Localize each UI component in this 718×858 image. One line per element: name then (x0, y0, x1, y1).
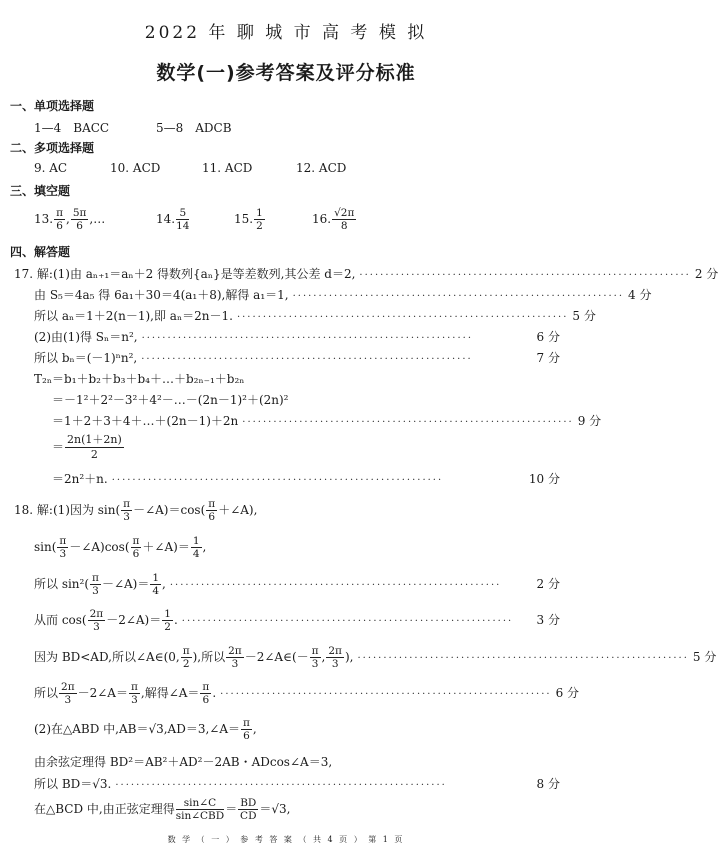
document-title: 数学(一)参考答案及评分标准 (156, 62, 416, 84)
answer-16: 16. $\frac{√2\pi}{8}$ (312, 207, 355, 232)
solution-step: 由 S₅＝4a₅ 得 6a₁＋30＝4(a₁＋8),解得 a₁＝1, ································································ 4 分 (34, 288, 652, 302)
answer-14: 14. $\frac{5}{14}$ (156, 207, 190, 232)
solution-step: (2)在△ABD 中,AB＝√3,AD＝3,∠A＝ $\frac{\pi}{6}$ , (34, 717, 257, 742)
answer-13: 13. $\frac{\pi}{6}$ , $\frac{5\pi}{6}$ ,… (34, 207, 106, 232)
answer: 5—8 ADCB (156, 121, 232, 135)
solution-step: ＝ $\frac{2n(1+2n)}{2}$ (52, 433, 122, 461)
page-footer: 数 学 （ 一 ） 参 考 答 案 （ 共 4 页 ） 第 1 页 (167, 835, 405, 844)
solution-step: sin( $\frac{\pi}{3}$ －∠A)cos( $\frac{\pi}{6}$ ＋∠A)＝ $\frac{1}{4}$ , (34, 535, 207, 560)
solution-step: 所以 aₙ＝1＋2(n－1),即 aₙ＝2n－1. ································································ 5 分 (34, 309, 596, 323)
solution-step: ＝2n²＋n. ································································ 10 分 (52, 472, 560, 486)
solution-step: 所以 bₙ＝(－1)ⁿn², ································································ 7 分 (34, 351, 560, 365)
section-heading: 一、单项选择题 (10, 99, 95, 113)
section-heading: 二、多项选择题 (10, 141, 95, 155)
answer-row (34, 207, 564, 232)
section-heading: 四、解答题 (10, 245, 71, 259)
section-heading: 三、填空题 (10, 184, 71, 198)
solution-step: ＝－1²＋2²－3²＋4²－…－(2n－1)²＋(2n)² (52, 393, 289, 407)
answer-row (34, 161, 564, 175)
answer: 1—4 BACC (34, 121, 110, 135)
solution-step: 18. 解:(1)因为 sin( $\frac{\pi}{3}$ －∠A)＝cos( $\frac{\pi}{6}$ ＋∠A), (14, 498, 258, 523)
solution-step: T₂ₙ＝b₁＋b₂＋b₃＋b₄＋…＋b₂ₙ₋₁＋b₂ₙ (34, 372, 245, 386)
solution-step: 所以 sin²( $\frac{\pi}{3}$ －∠A)＝ $\frac{1}{4}$ , ································································ 2 分 (34, 572, 560, 597)
answer: 12. ACD (296, 161, 347, 175)
solution-step: 所以 $\frac{2\pi}{3}$ －2∠A＝ $\frac{\pi}{3}$ ,解得∠A＝ $\frac{\pi}{6}$ . ································································ 6 分 (34, 681, 580, 706)
solution-step: 由余弦定理得 BD²＝AB²＋AD²－2AB・ADcos∠A＝3, (34, 755, 333, 769)
answer: 9. AC (34, 161, 68, 175)
solution-step: 在△BCD 中,由正弦定理得 $\frac{\sin\angle C}{\text{sin∠CBD}}$ ＝ $\frac{BD}{CD}$ ＝√3, (34, 797, 291, 822)
answer-15: 15. $\frac{1}{2}$ (234, 207, 263, 232)
solution-step: 17. 解:(1)由 aₙ₊₁＝aₙ＋2 得数列{aₙ}是等差数列,其公差 d＝2, ································································ 2 分 (14, 267, 718, 281)
solution-step: 所以 BD＝√3. ································································ 8 分 (34, 777, 560, 791)
exam-title: 2022 年 聊 城 市 高 考 模 拟 (144, 23, 428, 43)
answer-row (34, 119, 564, 136)
solution-step: ＝1＋2＋3＋4＋…＋(2n－1)＋2n ································································ 9 分 (52, 414, 602, 428)
solution-step: 从而 cos( $\frac{2\pi}{3}$ －2∠A)＝ $\frac{1}{2}$ . ································································ 3 分 (34, 608, 560, 633)
answer: 10. ACD (110, 161, 161, 175)
solution-step: 因为 BD<AD,所以∠A∈(0, $\frac{\pi}{2}$ ),所以 $\frac{2\pi}{3}$ －2∠A∈(－ $\frac{\pi}{3}$ , $\frac{2\pi}{3}$ ), ································································ 5 分 (34, 645, 717, 670)
answer: 11. ACD (202, 161, 253, 175)
solution-step: (2)由(1)得 Sₙ＝n², ································································ 6 分 (34, 330, 560, 344)
